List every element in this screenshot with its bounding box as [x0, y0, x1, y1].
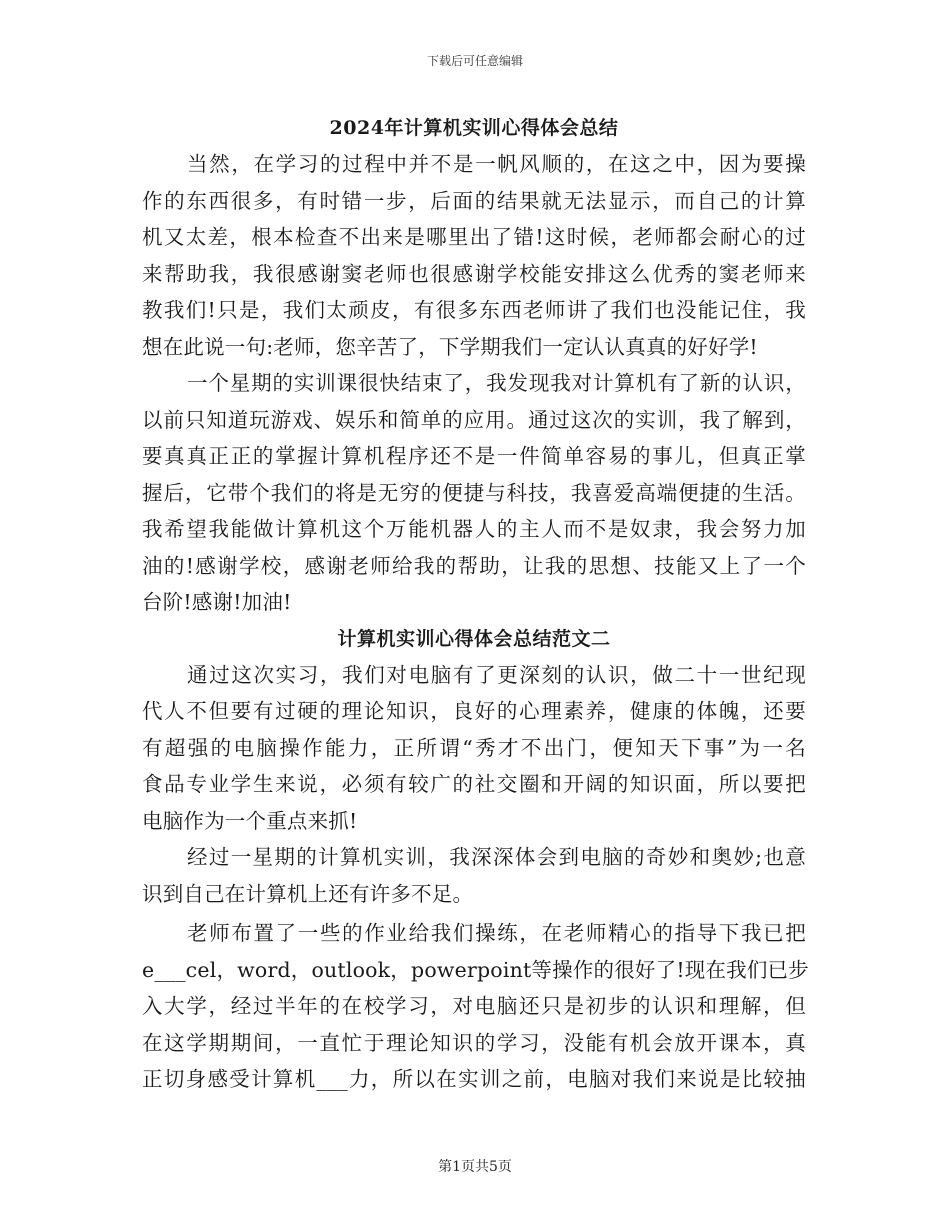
paragraph-line: 老师布置了一些的作业给我们操练，在老师精心的指导下我已把 [187, 921, 806, 945]
paragraph-line: 握后，它带个我们的将是无穷的便捷与科技，我喜爱高端便捷的生活。 [142, 480, 806, 505]
page-number: 第1页共5页 [438, 1159, 512, 1175]
paragraph-line: 正切身感受计算机___力，所以在实训之前，电脑对我们来说是比较抽 [142, 1067, 806, 1091]
paragraph-3 [142, 657, 806, 840]
paragraph-5 [142, 915, 809, 1098]
paragraph-line: 识到自己在计算机上还有许多不足。 [142, 881, 474, 906]
paragraph-2 [142, 365, 806, 621]
paragraph-line: 教我们!只是，我们太顽皮，有很多东西老师讲了我们也没能记住，我 [142, 298, 806, 322]
paragraph-1 [142, 146, 806, 365]
paragraph-line: 台阶!感谢!加油! [142, 590, 292, 614]
title-section-2: 计算机实训心得体会总结范文二 [337, 627, 611, 650]
paragraph-line: 机又太差，根本检查不出来是哪里出了错!这时候，老师都会耐心的过 [142, 225, 806, 249]
paragraph-line: 以前只知道玩游戏、娱乐和简单的应用。通过这次的实训，我了解到， [142, 407, 806, 432]
paragraph-line: 经过一星期的计算机实训，我深深体会到电脑的奇妙和奥妙;也意 [187, 845, 806, 869]
paragraph-line: 在这学期期间，一直忙于理论知识的学习，没能有机会放开课本，真 [142, 1030, 806, 1055]
paragraph-line: 要真真正正的掌握计算机程序还不是一件简单容易的事儿，但真正掌 [142, 444, 806, 468]
paragraph-line: 当然，在学习的过程中并不是一帆风顺的，在这之中，因为要操 [187, 152, 806, 176]
paragraph-line: 代人不但要有过硬的理论知识，良好的心理素养，健康的体魄，还要 [142, 699, 806, 723]
paragraph-line: 油的!感谢学校，感谢老师给我的帮助，让我的思想、技能又上了一个 [142, 553, 806, 578]
paragraph-4 [142, 839, 806, 912]
paragraph-line: 食品专业学生来说，必须有较广的社交圈和开阔的知识面，所以要把 [142, 772, 806, 796]
paragraph-line: 我希望我能做计算机这个万能机器人的主人而不是奴隶，我会努力加 [142, 517, 806, 541]
paragraph-line: 电脑作为一个重点来抓! [142, 808, 358, 833]
paragraph-line: 通过这次实习，我们对电脑有了更深刻的认识，做二十一世纪现 [187, 662, 806, 687]
paragraph-line: 有超强的电脑操作能力，正所谓“秀才不出门，便知天下事”为一名 [142, 735, 806, 760]
paragraph-line: 入大学，经过半年的在校学习，对电脑还只是初步的认识和理解，但 [142, 994, 806, 1018]
paragraph-line: 来帮助我，我很感谢窦老师也很感谢学校能安排这么优秀的窦老师来 [142, 261, 806, 286]
document-body [142, 110, 809, 1098]
paragraph-line: 作的东西很多，有时错一步，后面的结果就无法显示，而自己的计算 [142, 188, 806, 213]
header-note: 下载后可任意编辑 [426, 54, 523, 68]
paragraph-line: 一个星期的实训课很快结束了，我发现我对计算机有了新的认识， [187, 371, 806, 395]
paragraph-line: 想在此说一句:老师，您辛苦了，下学期我们一定认认真真的好好学! [142, 334, 758, 359]
title-main: 2024年计算机实训心得体会总结 [329, 117, 619, 139]
paragraph-line: e___cel，word，outlook，powerpoint等操作的很好了!现在我们已步 [142, 957, 809, 982]
